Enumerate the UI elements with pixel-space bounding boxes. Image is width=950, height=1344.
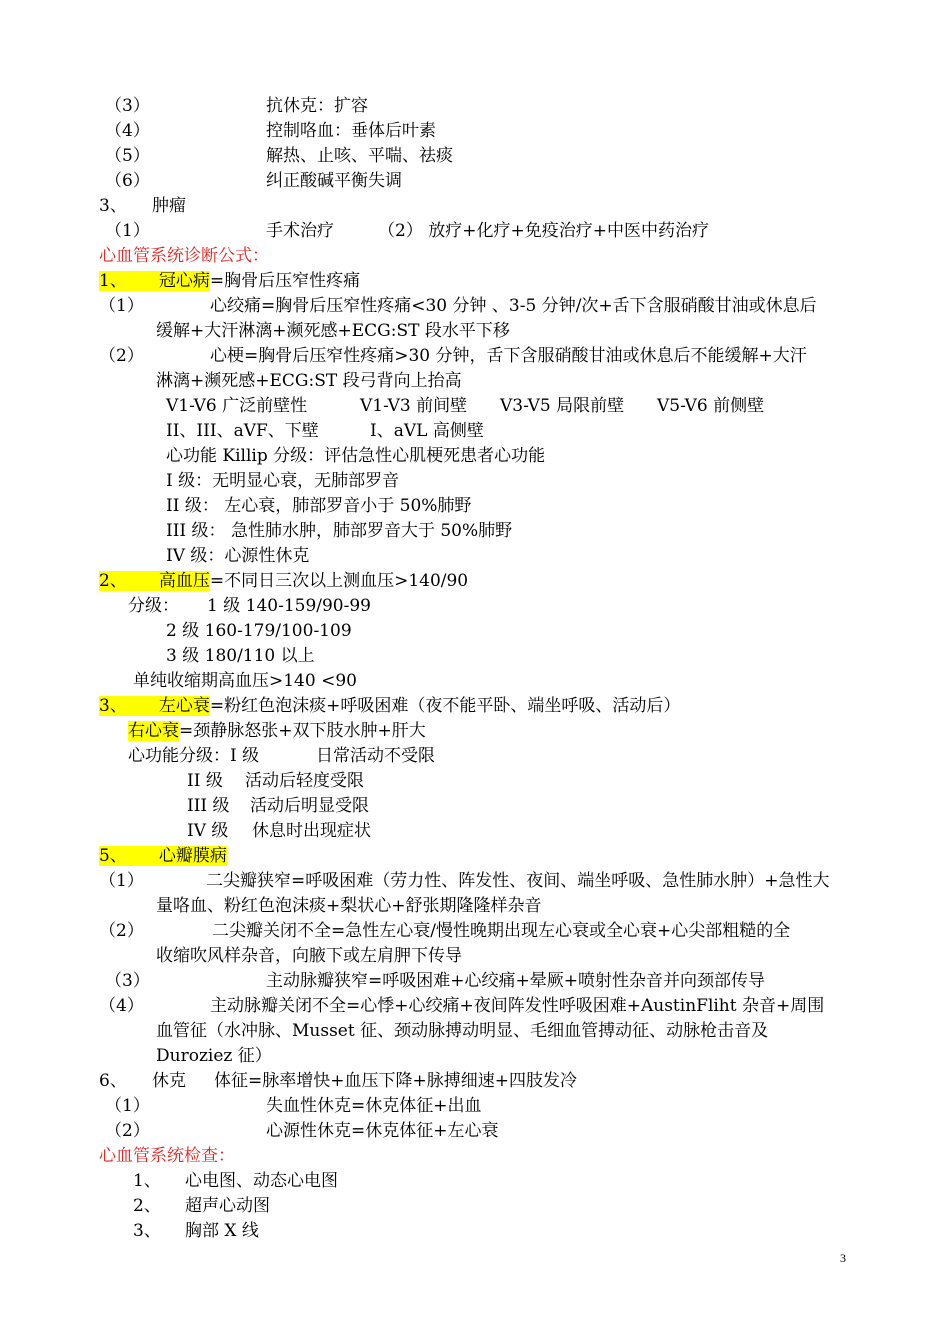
- list-item: （1）: [105, 1096, 150, 1116]
- ecg-lead-item: V5-V6 前侧壁: [657, 396, 765, 416]
- text-line: I 级：无明显心衰，无肺部罗音: [166, 471, 400, 491]
- text-line: III 级: [187, 796, 230, 816]
- list-item-text: 心绞痛=胸骨后压窄性疼痛<30 分钟 、3-5 分钟/次+舌下含服硝酸甘油或休息后: [210, 296, 817, 316]
- text-line: 量咯血、粉红色泡沫痰+梨状心+舒张期隆隆样杂音: [156, 896, 542, 916]
- list-item-text: 胸部 X 线: [185, 1221, 259, 1241]
- ecg-lead-item: V3-V5 局限前壁: [500, 396, 625, 416]
- list-item-text: 心电图、动态心电图: [185, 1171, 338, 1191]
- ecg-lead-item: II、III、aVF、下壁: [166, 421, 319, 441]
- list-item: （6）: [105, 171, 150, 191]
- text-line: III 级： 急性肺水肿，肺部罗音大于 50%肺野: [166, 521, 513, 541]
- text-line: 淋漓+濒死感+ECG:ST 段弓背向上抬高: [156, 371, 462, 391]
- text-line: 休息时出现症状: [252, 821, 371, 841]
- section-title: 心血管系统检查：: [99, 1146, 235, 1166]
- highlighted-number: 3、 左心衰: [99, 696, 210, 716]
- list-item: （5）: [105, 146, 150, 166]
- ecg-lead-item: V1-V3 前间壁: [360, 396, 468, 416]
- list-item-text: 二尖瓣关闭不全=急性左心衰/慢性晚期出现左心衰或全心衰+心尖部粗糙的全: [212, 921, 791, 941]
- text-line: 缓解+大汗淋漓+濒死感+ECG:ST 段水平下移: [156, 321, 510, 341]
- list-item-text: 手术治疗: [266, 221, 334, 241]
- list-item: （2）: [99, 346, 144, 366]
- list-item: （3）: [105, 971, 150, 991]
- text-line: 3 级 180/110 以上: [166, 646, 315, 666]
- text-line: II 级: [187, 771, 223, 791]
- list-item-text: 主动脉瓣狭窄=呼吸困难+心绞痛+晕厥+喷射性杂音并向颈部传导: [266, 971, 765, 991]
- list-item-text: 二尖瓣狭窄=呼吸困难（劳力性、阵发性、夜间、端坐呼吸、急性肺水肿）+急性大: [206, 871, 830, 891]
- section-heading: 肿瘤: [152, 196, 186, 216]
- text-line: IV 级：心源性休克: [166, 546, 310, 566]
- section-number: 6、: [99, 1071, 127, 1091]
- list-item: （1）: [99, 871, 144, 891]
- heading-line: [99, 845, 227, 867]
- list-item: （1）: [105, 221, 150, 241]
- text-line: Duroziez 征）: [156, 1046, 272, 1066]
- ecg-lead-item: I、aVL 高侧壁: [370, 421, 484, 441]
- text-line: 1 级 140-159/90-99: [207, 596, 371, 616]
- list-item: 2、: [133, 1196, 161, 1216]
- highlighted-number: 2、 高血压: [99, 571, 210, 591]
- list-item-text: 纠正酸碱平衡失调: [266, 171, 402, 191]
- heading-line: 3、 左心衰=粉红色泡沫痰+呼吸困难（夜不能平卧、端坐呼吸、活动后）: [99, 696, 681, 716]
- list-item: （4）: [105, 121, 150, 141]
- list-item-text: 主动脉瓣关闭不全=心悸+心绞痛+夜间阵发性呼吸困难+AustinFliht 杂音+周围: [210, 996, 825, 1016]
- section-heading: 休克: [152, 1071, 186, 1091]
- list-item-text: 心源性休克=休克体征+左心衰: [266, 1121, 499, 1141]
- list-item: （3）: [105, 96, 150, 116]
- text-line: 收缩吹风样杂音，向腋下或左肩胛下传导: [156, 946, 462, 966]
- list-item: （4）: [99, 996, 144, 1016]
- heading-line: 2、 高血压=不同日三次以上测血压>140/90: [99, 571, 469, 591]
- list-item-text: 控制咯血：垂体后叶素: [266, 121, 436, 141]
- text-line: 活动后明显受限: [250, 796, 369, 816]
- list-item: （1）: [99, 296, 144, 316]
- list-item-text: （2） 放疗+化疗+免疫治疗+中医中药治疗: [378, 221, 709, 241]
- text-line: 2 级 160-179/100-109: [166, 621, 352, 641]
- heading-line: 右心衰=颈静脉怒张+双下肢水肿+肝大: [128, 721, 426, 741]
- list-item-text: 失血性休克=休克体征+出血: [266, 1096, 482, 1116]
- text-line: IV 级: [187, 821, 229, 841]
- highlighted-number: 1、 冠心病: [99, 271, 210, 291]
- list-item-text: 抗休克：扩容: [266, 96, 368, 116]
- page-number: 3: [840, 1251, 846, 1265]
- text-line: II 级： 左心衰，肺部罗音小于 50%肺野: [166, 496, 472, 516]
- list-item: （2）: [99, 921, 144, 941]
- list-item: 3、: [133, 1221, 161, 1241]
- list-item: （2）: [105, 1121, 150, 1141]
- text-line: 体征=脉率增快+血压下降+脉搏细速+四肢发冷: [214, 1071, 577, 1091]
- heading-line: 1、 冠心病=胸骨后压窄性疼痛: [99, 271, 361, 291]
- text-line: 日常活动不受限: [316, 746, 435, 766]
- section-number: 3、: [99, 196, 127, 216]
- highlighted-number: 5、 心瓣膜病: [99, 846, 227, 866]
- text-line: 分级：: [128, 596, 179, 616]
- text-line: 活动后轻度受限: [245, 771, 364, 791]
- ecg-lead-item: V1-V6 广泛前壁性: [166, 396, 308, 416]
- text-line: 血管征（水冲脉、Musset 征、颈动脉搏动明显、毛细血管搏动征、动脉枪击音及: [156, 1021, 769, 1041]
- text-line: 单纯收缩期高血压>140 <90: [133, 671, 357, 691]
- list-item-text: 超声心动图: [185, 1196, 270, 1216]
- text-line: 心功能 Killip 分级：评估急性心肌梗死患者心功能: [166, 446, 546, 466]
- section-title: 心血管系统诊断公式：: [99, 246, 269, 266]
- list-item: 1、: [133, 1171, 161, 1191]
- list-item-text: 解热、止咳、平喘、祛痰: [266, 146, 453, 166]
- text-line: 心功能分级：I 级: [128, 746, 260, 766]
- list-item-text: 心梗=胸骨后压窄性疼痛>30 分钟，舌下含服硝酸甘油或休息后不能缓解+大汗: [210, 346, 807, 366]
